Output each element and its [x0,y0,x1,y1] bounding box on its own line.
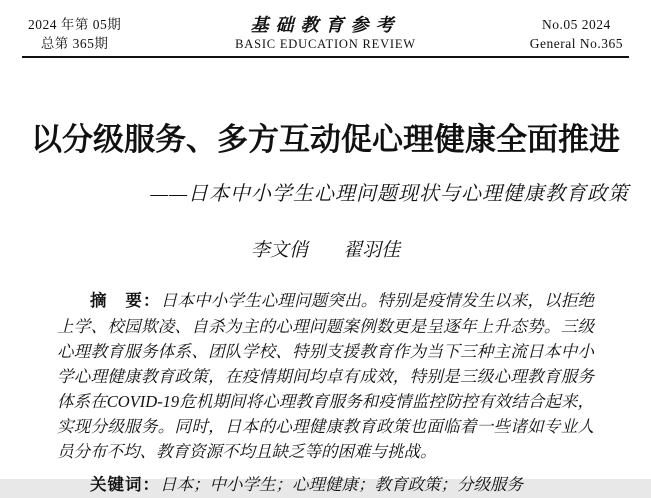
issue-cumulative-number: 总第 365期 [40,36,109,51]
keywords-paragraph [57,472,594,498]
author-line [0,238,651,264]
abstract-label: 摘 要： [90,292,161,310]
article-subtitle: ——日本中小学生心理问题现状与心理健康教育政策 [150,183,629,205]
masthead-divider [22,56,629,58]
author-name: 李文俏 [250,240,308,261]
journal-title-cn: 基础教育参考 [250,15,401,35]
issue-number-en: No.05 2024 [542,17,611,32]
abstract-text: 日本中小学生心理问题突出。特别是疫情发生以来，以拒绝上学、校园欺凌、自杀为主的心理问题案例数更是呈逐年上升态势。三级心理教育服务体系、团队学校、特别支援教育作为当下三种主流日本中小学心理健康教育政策，在疫情期间均卓有成效，特别是三级心理教育服务体系在COVID-19危机期间将心理教育服务和疫情监控防控有效结合起来，实现分级服务。同时，日本的心理健康教育政策也面临着一些诸如专业人员分布不均、教育资源不均且缺乏等的困难与挑战。 [57,291,595,461]
keywords-text: 日本；中小学生；心理健康；教育政策；分级服务 [160,475,523,494]
journal-masthead [0,0,651,53]
issue-year-number: 2024 年第 05期 [28,17,122,32]
abstract-block [57,288,594,498]
journal-title-en: BASIC EDUCATION REVIEW [235,37,416,51]
keywords-label: 关键词： [90,476,160,494]
abstract-paragraph [57,288,594,464]
author-name: 翟羽佳 [343,240,401,261]
issue-general-number-en: General No.365 [529,36,623,51]
issue-info-left [28,15,121,53]
journal-title-block [235,15,416,53]
article-title: 以分级服务、多方互动促心理健康全面推进 [31,122,620,157]
issue-info-right [530,15,623,53]
